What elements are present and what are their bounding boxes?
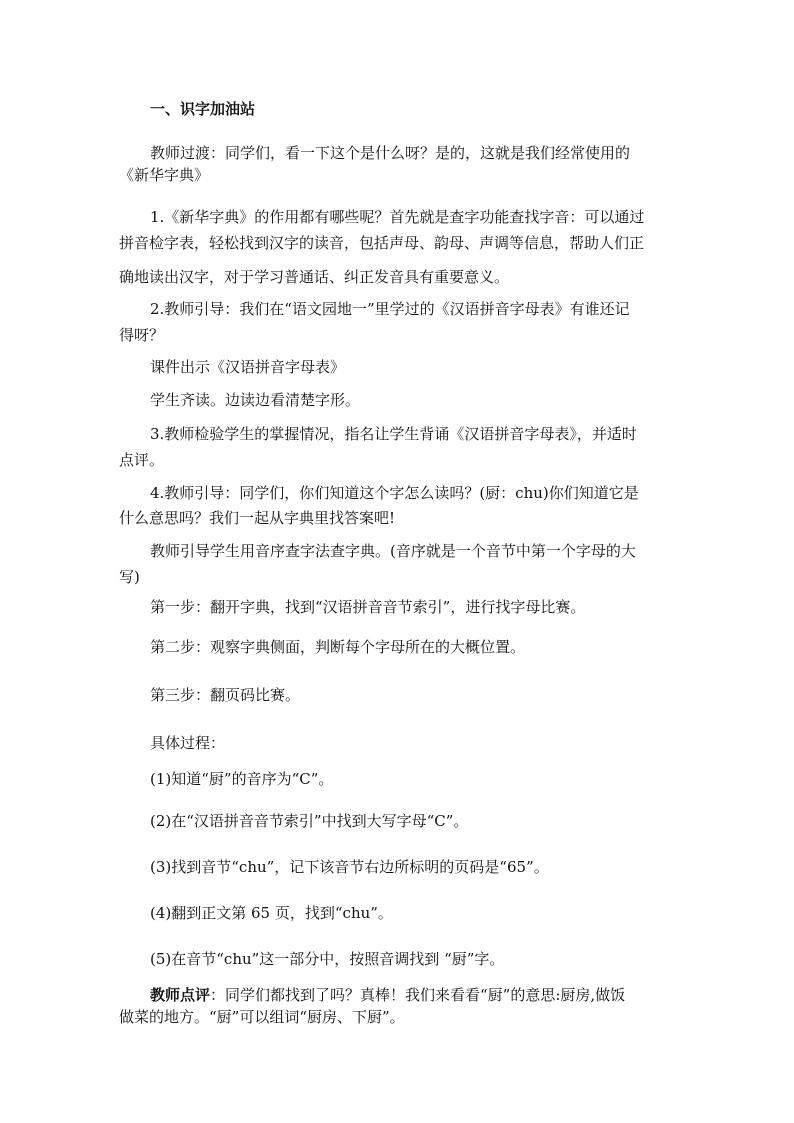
process-step-2: (2)在“汉语拼音音节索引”中找到大写字母“C”。 bbox=[150, 812, 469, 830]
paragraph-6-line-1: 4.教师引导：同学们，你们知道这个字怎么读吗？(厨：chu)你们知道它是 bbox=[150, 484, 639, 502]
step-2: 第二步：观察字典侧面，判断每个字母所在的大概位置。 bbox=[150, 638, 526, 656]
process-step-4: (4)翻到正文第 65 页，找到“chu”。 bbox=[150, 904, 393, 922]
transition-line-1: 教师过渡：同学们，看一下这个是什么呀？是的，这就是我们经常使用的 bbox=[150, 144, 631, 162]
process-step-5: (5)在音节“chu”这一部分中，按照音调找到 “厨”字。 bbox=[150, 950, 505, 968]
paragraph-5-line-2: 点评。 bbox=[119, 451, 165, 469]
paragraph-2-line-1: 2.教师引导：我们在“语文园地一”里学过的《汉语拼音字母表》有谁还记 bbox=[150, 300, 630, 318]
step-3: 第三步：翻页码比赛。 bbox=[150, 686, 301, 704]
paragraph-7-line-1: 教师引导学生用音序查字法查字典。(音序就是一个音节中第一个字母的大 bbox=[150, 542, 636, 560]
paragraph-1-line-2: 拼音检字表，轻松找到汉字的读音，包括声母、韵母、声调等信息，帮助人们正 bbox=[119, 234, 645, 252]
paragraph-7-line-2: 写) bbox=[119, 568, 140, 586]
process-title: 具体过程： bbox=[150, 734, 226, 752]
teacher-comment-label: 教师点评 bbox=[150, 986, 211, 1004]
teacher-comment-text: ：同学们都找到了吗？真棒！我们来看看“厨”的意思:厨房,做饭 bbox=[210, 986, 626, 1004]
teacher-comment-line-2: 做菜的地方。“厨”可以组词“厨房、下厨”。 bbox=[119, 1008, 405, 1026]
paragraph-2-line-2: 得呀？ bbox=[119, 326, 165, 344]
process-step-1: (1)知道“厨”的音序为“C”。 bbox=[150, 770, 334, 788]
process-step-3: (3)找到音节“chu”，记下该音节右边所标明的页码是“65”。 bbox=[150, 858, 549, 876]
paragraph-3: 课件出示《汉语拼音字母表》 bbox=[150, 358, 346, 376]
paragraph-5-line-1: 3.教师检验学生的掌握情况，指名让学生背诵《汉语拼音字母表》，并适时 bbox=[150, 425, 637, 443]
paragraph-4: 学生齐读。边读边看清楚字形。 bbox=[150, 391, 361, 409]
transition-line-2: 《新华字典》 bbox=[119, 166, 210, 184]
teacher-comment-line-1 bbox=[150, 984, 625, 1006]
paragraph-6-line-2: 什么意思吗？我们一起从字典里找答案吧! bbox=[119, 509, 396, 527]
step-1: 第一步：翻开字典，找到“汉语拼音音节索引”，进行找字母比赛。 bbox=[150, 598, 586, 616]
paragraph-1-line-3: 确地读出汉字，对于学习普通话、纠正发音具有重要意义。 bbox=[119, 268, 510, 286]
section-title: 一、识字加油站 bbox=[150, 100, 256, 118]
paragraph-1-line-1: 1.《新华字典》的作用都有哪些呢？首先就是查字功能查找字音：可以通过 bbox=[150, 208, 645, 226]
